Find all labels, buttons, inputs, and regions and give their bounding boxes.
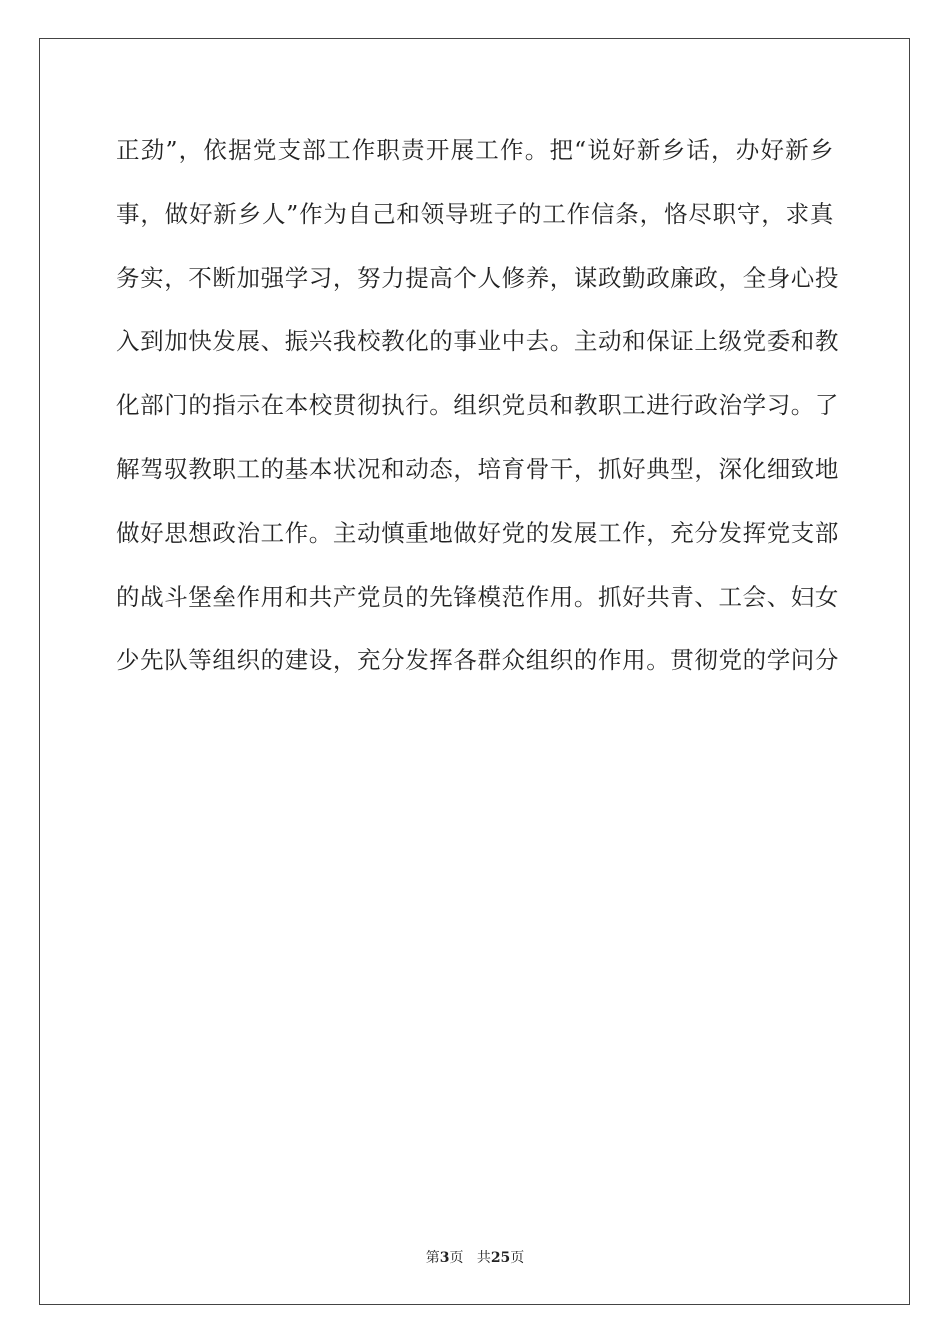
text-line: 化部门的指示在本校贯彻执行。组织党员和教职工进行政治学习。了 [116, 391, 839, 420]
page-number: 3 [439, 1250, 450, 1266]
text-line: 解驾驭教职工的基本状况和动态，培育骨干，抓好典型，深化细致地 [116, 454, 839, 483]
page-suffix: 页 [449, 1250, 464, 1266]
page-footer [0, 1247, 950, 1267]
text-line: 入到加快发展、振兴我校教化的事业中去。主动和保证上级党委和教 [116, 327, 839, 356]
text-line: 做好思想政治工作。主动慎重地做好党的发展工作，充分发挥党支部 [116, 518, 839, 547]
text-line: 事，做好新乡人”作为自己和领导班子的工作信条，恪尽职守，求真 [116, 199, 834, 228]
text-line: 少先队等组织的建设，充分发挥各群众组织的作用。贯彻党的学问分 [116, 646, 839, 675]
page-prefix: 第 [425, 1250, 440, 1266]
text-line: 务实，不断加强学习，努力提高个人修养，谋政勤政廉政，全身心投 [116, 263, 839, 292]
total-pages: 25 [490, 1250, 511, 1266]
total-prefix: 共 [476, 1250, 491, 1266]
text-line: 的战斗堡垒作用和共产党员的先锋模范作用。抓好共青、工会、妇女 [116, 582, 839, 611]
text-line: 正劲”，依据党支部工作职责开展工作。把“说好新乡话，办好新乡 [116, 136, 834, 164]
total-suffix: 页 [510, 1250, 525, 1266]
body-text [116, 120, 839, 694]
